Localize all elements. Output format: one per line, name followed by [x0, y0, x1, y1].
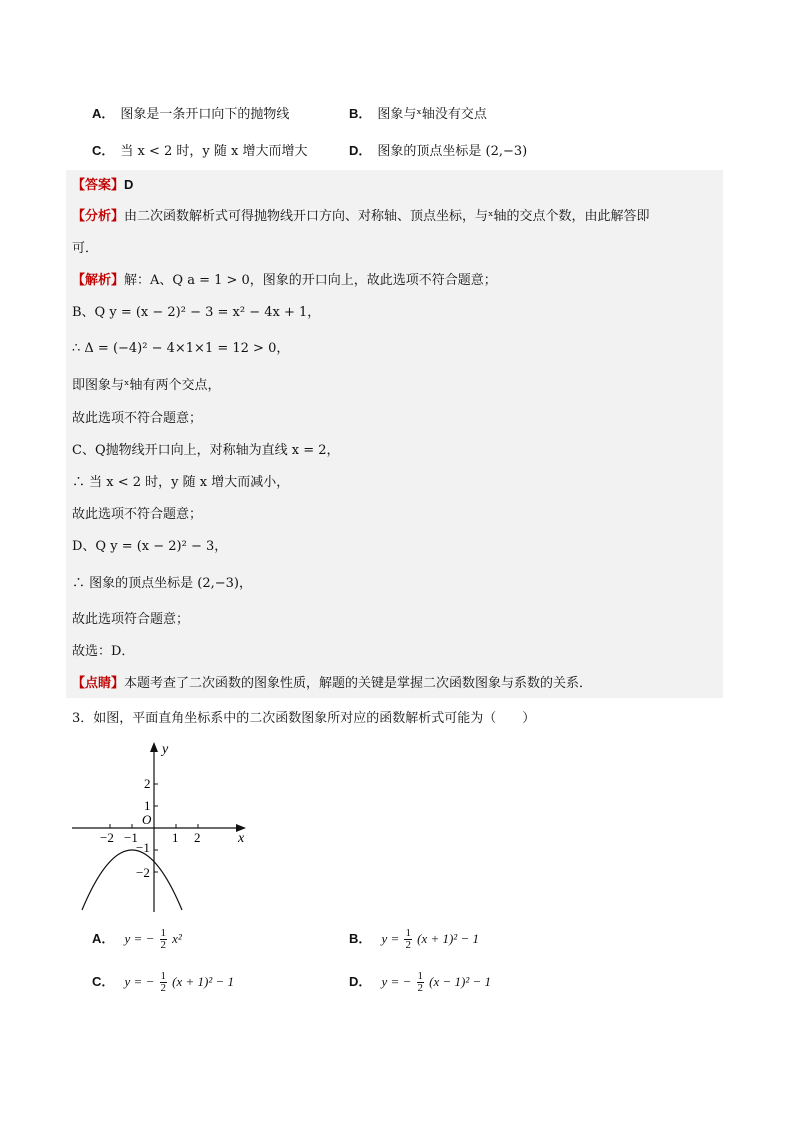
option-c: [92, 140, 308, 159]
option-text: 图象的顶点坐标是 (2,−3): [377, 144, 528, 159]
option-lhs: y = −: [381, 974, 412, 989]
x-tick-label: 2: [194, 830, 201, 845]
option-text: 图象与ˣ轴没有交点: [377, 107, 487, 122]
q3-option-d: [349, 971, 491, 994]
option-key: B．: [349, 106, 372, 121]
fraction-den: 2: [160, 939, 166, 951]
y-tick-label: 1: [144, 798, 151, 813]
answer-value: D: [124, 177, 134, 192]
option-lhs: y = −: [124, 931, 155, 946]
x-tick-label: −2: [100, 830, 114, 845]
answer-tag: 【答案】: [72, 178, 125, 193]
fraction: [417, 971, 425, 994]
fraction-den: 2: [160, 982, 166, 994]
solution-line-9: D、Q y = (x − 2)² − 3，: [72, 539, 228, 554]
solution-line-8: 故此选项不符合题意；: [72, 507, 203, 522]
solution-line-6: C、Q抛物线开口向上，对称轴为直线 x = 2，: [72, 443, 340, 458]
analysis-tag: 【分析】: [72, 209, 125, 224]
question-3-stem: 3．如图，平面直角坐标系中的二次函数图象所对应的函数解析式可能为（ ）: [72, 711, 536, 726]
analysis-line-1: [72, 208, 650, 226]
parabola-curve: [82, 850, 182, 910]
solution-line-5: 故此选项不符合题意；: [72, 411, 203, 426]
solution-line-3: ∴ Δ = (−4)² − 4×1×1 = 12 > 0，: [72, 341, 290, 356]
solution-line-7: ∴ 当 x < 2 时，y 随 x 增大而减小，: [72, 475, 290, 490]
solution-line-2: B、Q y = (x − 2)² − 3 = x² − 4x + 1，: [72, 305, 321, 320]
y-axis-arrow: [150, 742, 158, 752]
fraction-den: 2: [405, 939, 411, 951]
analysis-text: 可．: [72, 241, 99, 256]
y-tick-label: 2: [144, 776, 151, 791]
option-rhs: x²: [172, 931, 182, 946]
q3-option-c: [92, 971, 234, 994]
fraction-den: 2: [417, 982, 423, 994]
option-text: 当 x < 2 时，y 随 x 增大而增大: [120, 144, 308, 159]
fraction-num: 1: [160, 970, 166, 982]
option-key: D．: [349, 143, 372, 158]
option-text: 图象是一条开口向下的抛物线: [120, 107, 290, 122]
solution-line-10: ∴ 图象的顶点坐标是 (2,−3)，: [72, 576, 252, 591]
comment-line: [72, 675, 592, 693]
solution-line-11: 故此选项符合题意；: [72, 612, 190, 627]
x-tick-label: 1: [172, 830, 179, 845]
solution-line-12: 故选：D．: [72, 644, 135, 659]
y-tick-label: −2: [136, 865, 150, 880]
fraction-num: 1: [405, 927, 411, 939]
option-rhs: (x + 1)² − 1: [172, 974, 235, 989]
fraction: [160, 928, 168, 951]
solution-tag: 【解析】: [72, 273, 125, 288]
analysis-text: 由二次函数解析式可得抛物线开口方向、对称轴、顶点坐标，与ˣ轴的交点个数，由此解答即: [124, 209, 650, 224]
answer-line: [72, 176, 133, 195]
option-lhs: y =: [381, 931, 400, 946]
option-lhs: y = −: [124, 974, 155, 989]
solution-line-1: [72, 272, 497, 290]
q3-option-b: [349, 928, 479, 951]
option-key: C．: [92, 974, 115, 989]
solution-line-4: 即图象与ˣ轴有两个交点，: [72, 378, 221, 393]
comment-tag: 【点睛】: [72, 676, 125, 691]
option-key: A．: [92, 106, 115, 121]
x-tick-label: −1: [124, 830, 138, 845]
fraction: [404, 928, 412, 951]
analysis-line-2: [72, 240, 98, 258]
origin-label: O: [142, 812, 152, 827]
y-tick-label: −1: [136, 840, 150, 855]
q3-option-a: [92, 928, 182, 951]
y-axis-label: y: [162, 742, 169, 757]
fraction-num: 1: [417, 970, 423, 982]
fraction-num: 1: [160, 927, 166, 939]
fraction: [160, 971, 168, 994]
option-rhs: (x − 1)² − 1: [429, 974, 492, 989]
parabola-graph: [66, 738, 266, 918]
option-key: D．: [349, 974, 372, 989]
option-b: [349, 103, 487, 122]
option-key: C．: [92, 143, 115, 158]
option-d: [349, 140, 527, 159]
comment-text: 本题考查了二次函数的图象性质，解题的关键是掌握二次函数图象与系数的关系．: [124, 676, 593, 691]
solution-text: 解：A、Q a = 1 > 0，图象的开口向上，故此选项不符合题意；: [124, 273, 497, 288]
option-key: B．: [349, 931, 372, 946]
option-a: [92, 103, 289, 122]
x-axis-label: x: [238, 831, 245, 846]
option-key: A．: [92, 931, 115, 946]
option-rhs: (x + 1)² − 1: [417, 931, 479, 946]
